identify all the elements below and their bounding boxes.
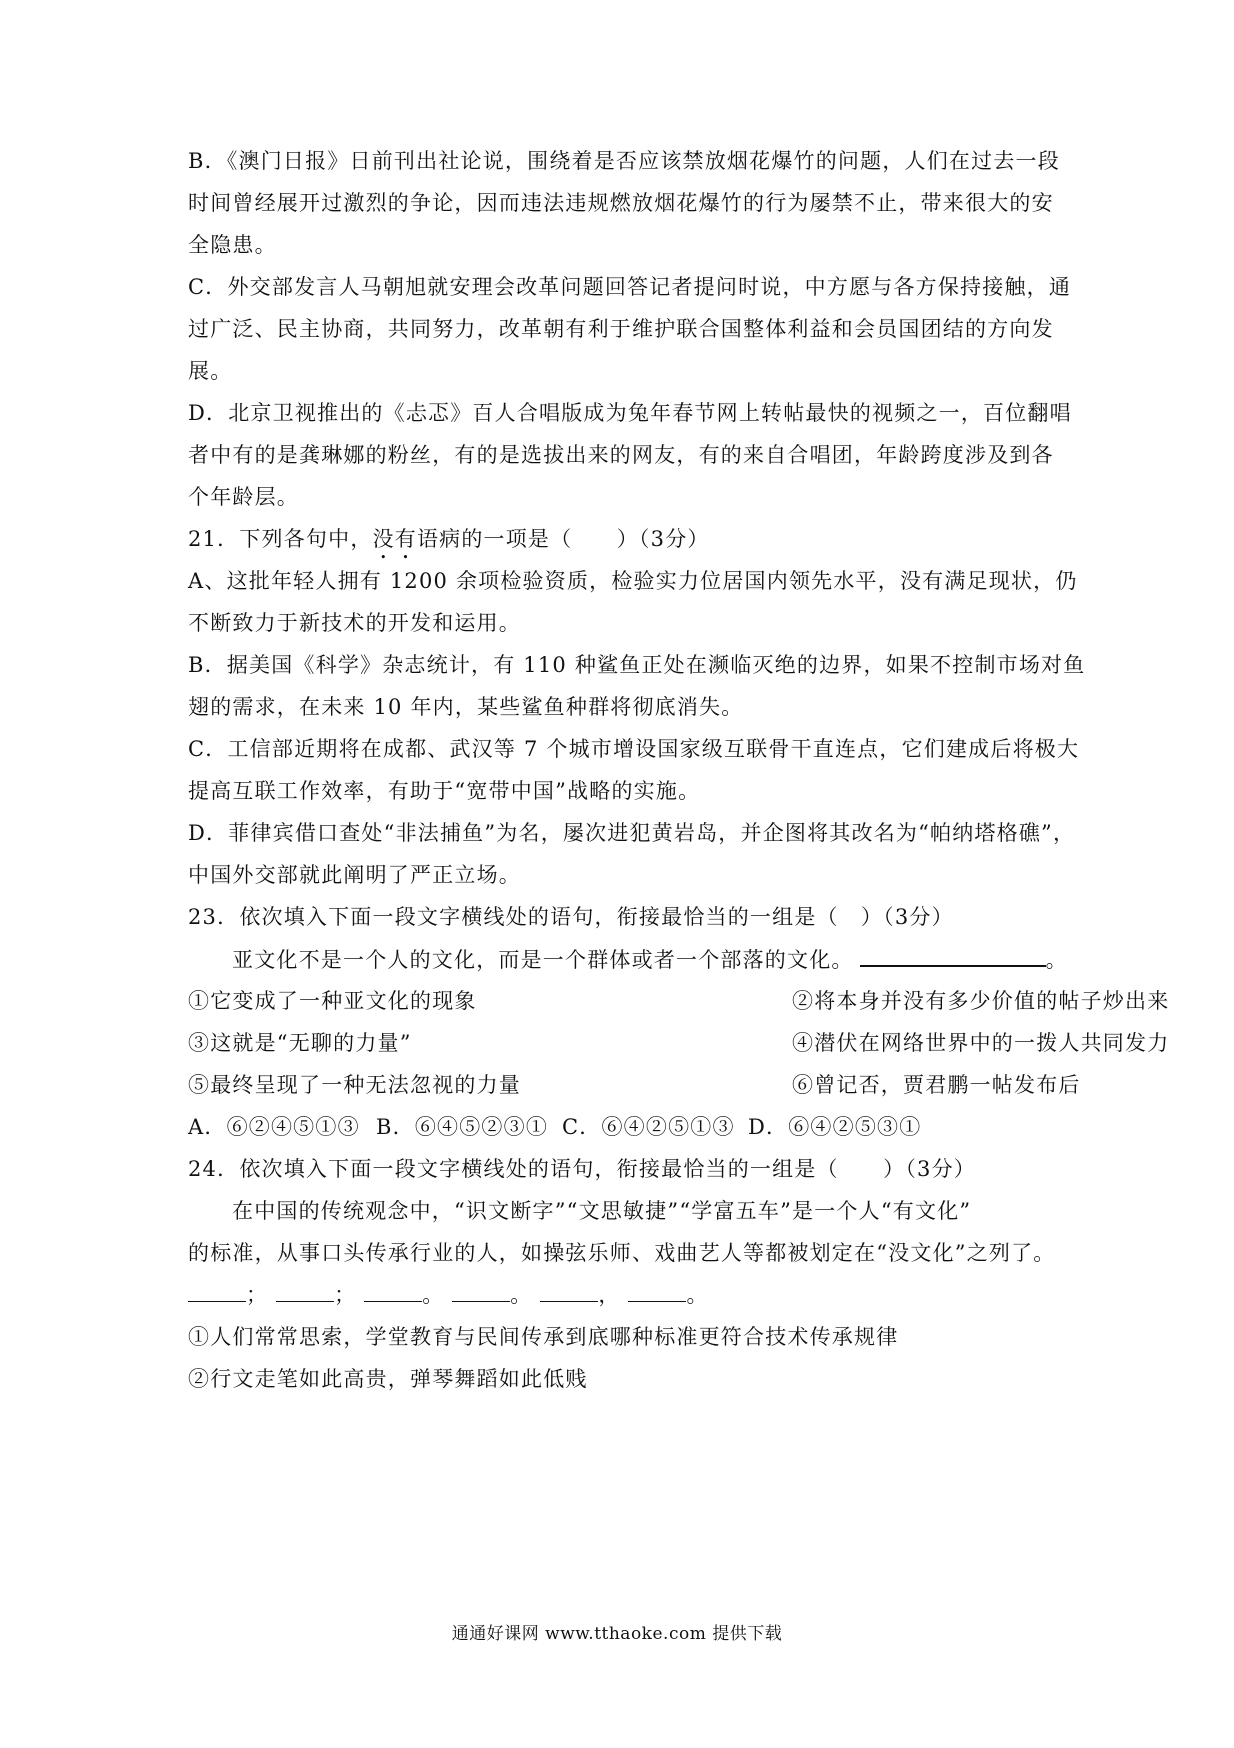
q24-sep-6: 。 — [686, 1283, 709, 1307]
q24-blanks-row — [188, 1281, 1048, 1309]
q23-answer-blank — [860, 945, 1046, 967]
q21-stem — [188, 525, 1048, 564]
q24-blank-5 — [540, 1283, 598, 1302]
q24-sep-2: ； — [334, 1283, 357, 1307]
q21-option-d-line1: D．菲律宾借口查处“非法捕鱼”为名，屡次进犯黄岩岛，并企图将其改名为“帕纳塔格礁”， — [188, 821, 1076, 845]
q23-option-c: C．⑥④②⑤①③ — [562, 1115, 735, 1139]
q20-option-c-line1: C．外交部发言人马朝旭就安理会改革问题回答记者提问时说，中方愿与各方保持接触，通 — [188, 275, 1072, 299]
q23-item-6: ⑥曾记否，贾君鹏一帖发布后 — [792, 1073, 1081, 1097]
q23-items-row1 — [188, 987, 1170, 1015]
page-footer: 通通好课网 www.tthaoke.com 提供下载 — [451, 1624, 783, 1644]
q21-option-b-line1: B．据美国《科学》杂志统计，有 110 种鲨鱼正处在濒临灭绝的边界，如果不控制市场对鱼 — [188, 653, 1086, 677]
q21-stem-emphasis: 没有 — [372, 527, 417, 551]
q21-option-a-line2: 不断致力于新技术的开发和运用。 — [188, 611, 521, 635]
q24-sep-4: 。 — [510, 1283, 533, 1307]
q24-stem: 24．依次填入下面一段文字横线处的语句，衔接最恰当的一组是（ ）（3分） — [188, 1157, 976, 1181]
q23-option-d: D．⑥④②⑤③① — [748, 1115, 922, 1139]
q23-option-b: B．⑥④⑤②③① — [376, 1115, 549, 1139]
q21-option-a-line1: A、这批年轻人拥有 1200 余项检验资质，检验实力位居国内领先水平，没有满足现状，仍 — [188, 569, 1078, 593]
q24-blank-6 — [628, 1283, 686, 1302]
q24-sep-5: ， — [598, 1283, 621, 1307]
q23-passage-text: 亚文化不是一个人的文化，而是一个群体或者一个部落的文化。 — [232, 948, 854, 972]
q24-item-2: ②行文走笔如此高贵，弹琴舞蹈如此低贱 — [188, 1367, 588, 1391]
q20-option-d-line2: 者中有的是龚琳娜的粉丝，有的是选拔出来的网友，有的来自合唱团，年龄跨度涉及到各 — [188, 443, 1054, 467]
q24-blank-2 — [276, 1283, 334, 1302]
q20-option-d-line3: 个年龄层。 — [188, 485, 299, 509]
q20-option-c-line3: 展。 — [188, 359, 233, 383]
q20-option-b-line1: B．《澳门日报》日前刊出社论说，围绕着是否应该禁放烟花爆竹的问题，人们在过去一段 — [188, 149, 1060, 173]
q24-blank-1 — [188, 1283, 246, 1302]
q23-items-row2 — [188, 1029, 1170, 1057]
q23-item-1: ①它变成了一种亚文化的现象 — [188, 989, 477, 1013]
q20-option-b-line2: 时间曾经展开过激烈的争论，因而违法违规燃放烟花爆竹的行为屡禁不止，带来很大的安 — [188, 191, 1054, 215]
q24-passage-line2: 的标准，从事口头传承行业的人，如操弦乐师、戏曲艺人等都被划定在“没文化”之列了。 — [188, 1241, 1056, 1265]
q23-passage-end: 。 — [1045, 948, 1068, 972]
q21-stem-post: 语病的一项是（ ）（3分） — [416, 527, 710, 551]
q23-item-3: ③这就是“无聊的力量” — [188, 1031, 412, 1055]
q23-item-5: ⑤最终呈现了一种无法忽视的力量 — [188, 1073, 521, 1097]
q21-stem-pre: 21．下列各句中， — [188, 527, 373, 551]
q24-blank-4 — [452, 1283, 510, 1302]
q24-sep-1: ； — [246, 1283, 269, 1307]
q21-option-c-line1: C．工信部近期将在成都、武汉等 7 个城市增设国家级互联骨干直连点，它们建成后将极大 — [188, 737, 1080, 761]
q23-passage — [232, 945, 1092, 974]
q24-passage-line1: 在中国的传统观念中，“识文断字”“文思敏捷”“学富五车”是一个人“有文化” — [232, 1199, 972, 1223]
q23-items-row3 — [188, 1071, 1081, 1099]
q20-option-d-line1: D．北京卫视推出的《忐忑》百人合唱版成为兔年春节网上转帖最快的视频之一，百位翻唱 — [188, 401, 1072, 425]
q20-option-c-line2: 过广泛、民主协商，共同努力，改革朝有利于维护联合国整体利益和会员国团结的方向发 — [188, 317, 1054, 341]
q23-item-4: ④潜伏在网络世界中的一拨人共同发力 — [792, 1031, 1170, 1055]
q24-item-1: ①人们常常思索，学堂教育与民间传承到底哪种标准更符合技术传承规律 — [188, 1325, 899, 1349]
q20-option-b-line3: 全隐患。 — [188, 233, 277, 257]
q24-sep-3: 。 — [422, 1283, 445, 1307]
q24-blank-3 — [364, 1283, 422, 1302]
q23-item-2: ②将本身并没有多少价值的帖子炒出来 — [792, 989, 1170, 1013]
q21-option-b-line2: 翅的需求，在未来 10 年内，某些鲨鱼种群将彻底消失。 — [188, 695, 744, 719]
q23-stem: 23．依次填入下面一段文字横线处的语句，衔接最恰当的一组是（ ）（3分） — [188, 905, 954, 929]
q23-option-a: A．⑥②④⑤①③ — [188, 1115, 360, 1139]
q21-option-d-line2: 中国外交部就此阐明了严正立场。 — [188, 863, 521, 887]
q21-option-c-line2: 提高互联工作效率，有助于“宽带中国”战略的实施。 — [188, 779, 701, 803]
